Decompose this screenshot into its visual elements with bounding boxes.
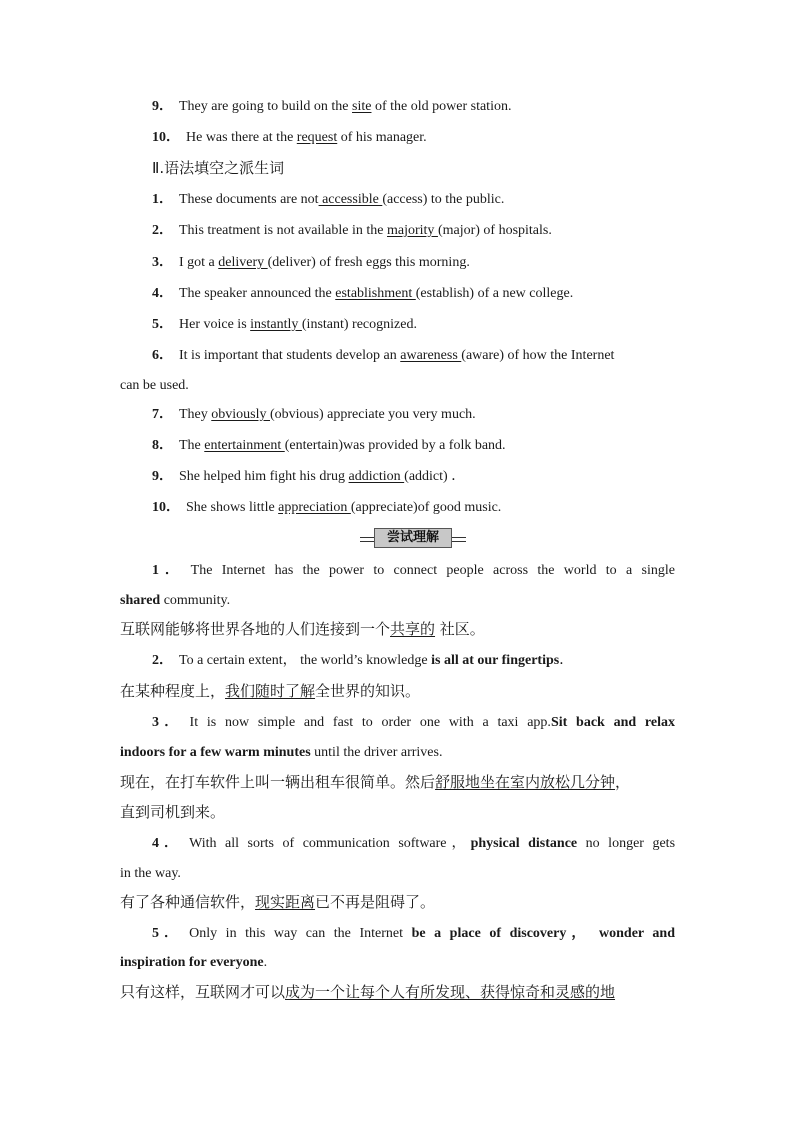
- understanding-item-4-en: [152, 835, 675, 853]
- chinese-text: 现在，在打车软件上叫一辆出租车很简单。然后: [120, 773, 436, 791]
- answer-blank: obviously: [211, 407, 270, 422]
- sentence-text: (appreciate)of good music.: [350, 500, 502, 515]
- understanding-item-3-zh: [120, 772, 675, 792]
- understanding-item-5-en: [152, 925, 675, 943]
- key-translation: 我们随时了解: [225, 682, 316, 700]
- grammar-item-8: [152, 437, 675, 455]
- banner-label: 尝试理解: [374, 528, 452, 548]
- sentence-text: She helped him fight his drug: [179, 469, 349, 484]
- grammar-item-6-continuation: can be used.: [120, 378, 189, 393]
- item-number: 10．: [152, 130, 180, 145]
- item-number: 4．: [152, 836, 184, 851]
- answer-blank: majority: [387, 223, 438, 238]
- item-number: 4．: [152, 286, 173, 301]
- item-number: 3．: [152, 255, 173, 270]
- sentence-text: He was there at the: [186, 130, 297, 145]
- item-number: 2．: [152, 653, 173, 668]
- sentence-text: (aware) of how the Internet: [461, 348, 615, 363]
- chinese-text: 互联网能够将世界各地的人们连接到一个: [120, 620, 391, 638]
- sentence-text: She shows little: [186, 500, 279, 515]
- sentence-text: It is important that students develop an: [179, 348, 401, 363]
- sentence-text: These documents are not: [179, 192, 319, 207]
- grammar-item-4: [152, 285, 675, 303]
- english-text: With all sorts of communication software，: [189, 836, 471, 851]
- understanding-item-4-zh: [120, 892, 675, 912]
- english-text: ．: [559, 653, 574, 668]
- understanding-item-2-en: [152, 652, 675, 670]
- key-translation: 舒服地坐在室内放松几分钟: [435, 773, 616, 791]
- grammar-item-5: [152, 316, 675, 334]
- sentence-text: The speaker announced the: [179, 286, 336, 301]
- key-phrase: Sit back and relax: [550, 715, 675, 730]
- english-text: .: [263, 955, 268, 970]
- sentence-text: (deliver) of fresh eggs this morning.: [267, 255, 470, 270]
- answer-blank: entertainment: [204, 438, 285, 453]
- sentence-text: (establish) of a new college.: [415, 286, 574, 301]
- key-translation: 成为一个让每个人有所发现、获得惊奇和灵感的地: [285, 983, 616, 1001]
- key-translation: 现实距离: [255, 893, 316, 911]
- sentence-text: This treatment is not available in the: [179, 223, 387, 238]
- item-number: 2．: [152, 223, 173, 238]
- grammar-item-2: [152, 222, 675, 240]
- understanding-item-1-en-cont: [120, 592, 675, 610]
- key-phrase: inspiration for everyone: [120, 955, 264, 970]
- english-text: Only in this way can the Internet: [189, 926, 412, 941]
- english-text: It is now simple and fast to order one with a taxi app.: [189, 715, 551, 730]
- answer-blank: delivery: [218, 255, 268, 270]
- item-number: 5．: [152, 926, 184, 941]
- answer-blank: site: [352, 99, 372, 114]
- answer-blank: instantly: [250, 317, 302, 332]
- grammar-item-7: [152, 406, 675, 424]
- item-number: 10．: [152, 500, 180, 515]
- sentence-text: (access) to the public.: [382, 192, 505, 207]
- key-phrase: shared: [120, 593, 161, 608]
- understanding-item-2-zh: [120, 681, 675, 701]
- item-number: 1．: [152, 192, 173, 207]
- sentence-text: (obvious) appreciate you very much.: [270, 407, 476, 422]
- sentence-text: They are going to build on the: [179, 99, 353, 114]
- sentence-text: I got a: [179, 255, 219, 270]
- sentence-text: of the old power station.: [371, 99, 512, 114]
- key-phrase: be a place of discovery， wonder and: [411, 926, 676, 941]
- item-number: 9．: [152, 99, 173, 114]
- key-phrase: physical distance: [470, 836, 578, 851]
- chinese-text: 只有这样，互联网才可以: [120, 983, 286, 1001]
- english-text: To a certain extent， the world’s knowledge: [179, 653, 432, 668]
- sentence-text: The: [179, 438, 205, 453]
- vocab-item-9: [152, 98, 675, 116]
- answer-blank: appreciation: [278, 500, 351, 515]
- understanding-item-5-en-cont: [120, 954, 675, 972]
- understanding-item-1-en: [152, 562, 675, 580]
- english-text: until the driver arrives.: [310, 745, 443, 760]
- sentence-text: of his manager.: [337, 130, 427, 145]
- sentence-text: Her voice is: [179, 317, 251, 332]
- answer-blank: establishment: [335, 286, 416, 301]
- english-text: The Internet has the power to connect people across the world to a single: [190, 563, 675, 578]
- english-text: community.: [160, 593, 231, 608]
- chinese-text: ，: [615, 773, 631, 791]
- item-number: 7．: [152, 407, 173, 422]
- item-number: 6．: [152, 348, 173, 363]
- understanding-item-3-en: [152, 714, 675, 732]
- english-text: no longer gets: [577, 836, 676, 851]
- section-heading-grammar: Ⅱ.语法填空之派生词: [152, 159, 285, 177]
- item-number: 3．: [152, 715, 184, 730]
- grammar-item-1: [152, 191, 675, 209]
- answer-blank: addiction: [348, 469, 405, 484]
- understanding-item-1-zh: [120, 619, 675, 639]
- item-number: 5．: [152, 317, 173, 332]
- answer-blank: awareness: [400, 348, 462, 363]
- grammar-item-9: [152, 468, 675, 486]
- answer-blank: accessible: [318, 192, 383, 207]
- chinese-text: 有了各种通信软件，: [120, 893, 256, 911]
- item-number: 9．: [152, 469, 173, 484]
- grammar-item-3: [152, 254, 675, 272]
- understanding-item-3-en-cont: [120, 744, 675, 762]
- grammar-item-6: [152, 347, 675, 365]
- chinese-text: 社区。: [435, 620, 485, 638]
- chinese-text: 在某种程度上，: [120, 682, 226, 700]
- chinese-text: 已不再是阻碍了。: [315, 893, 436, 911]
- answer-blank: request: [296, 130, 338, 145]
- grammar-item-10: [152, 499, 675, 517]
- understanding-item-4-en-cont: in the way.: [120, 866, 181, 881]
- item-number: 8．: [152, 438, 173, 453]
- sentence-text: (instant) recognized.: [301, 317, 417, 332]
- chinese-text: 全世界的知识。: [315, 682, 421, 700]
- vocab-item-10: [152, 129, 675, 147]
- understanding-item-5-zh: [120, 982, 675, 1002]
- sentence-text: (addict) ．: [404, 469, 466, 484]
- sentence-text: (entertain)was provided by a folk band.: [284, 438, 506, 453]
- sentence-text: (major) of hospitals.: [437, 223, 552, 238]
- key-translation: 共享的: [390, 620, 436, 638]
- item-number: 1．: [152, 563, 185, 578]
- key-phrase: is all at our fingertips: [431, 653, 560, 668]
- section-banner: [360, 528, 466, 548]
- understanding-item-3-zh-cont: 直到司机到来。: [120, 803, 226, 821]
- sentence-text: They: [179, 407, 212, 422]
- key-phrase: indoors for a few warm minutes: [120, 745, 311, 760]
